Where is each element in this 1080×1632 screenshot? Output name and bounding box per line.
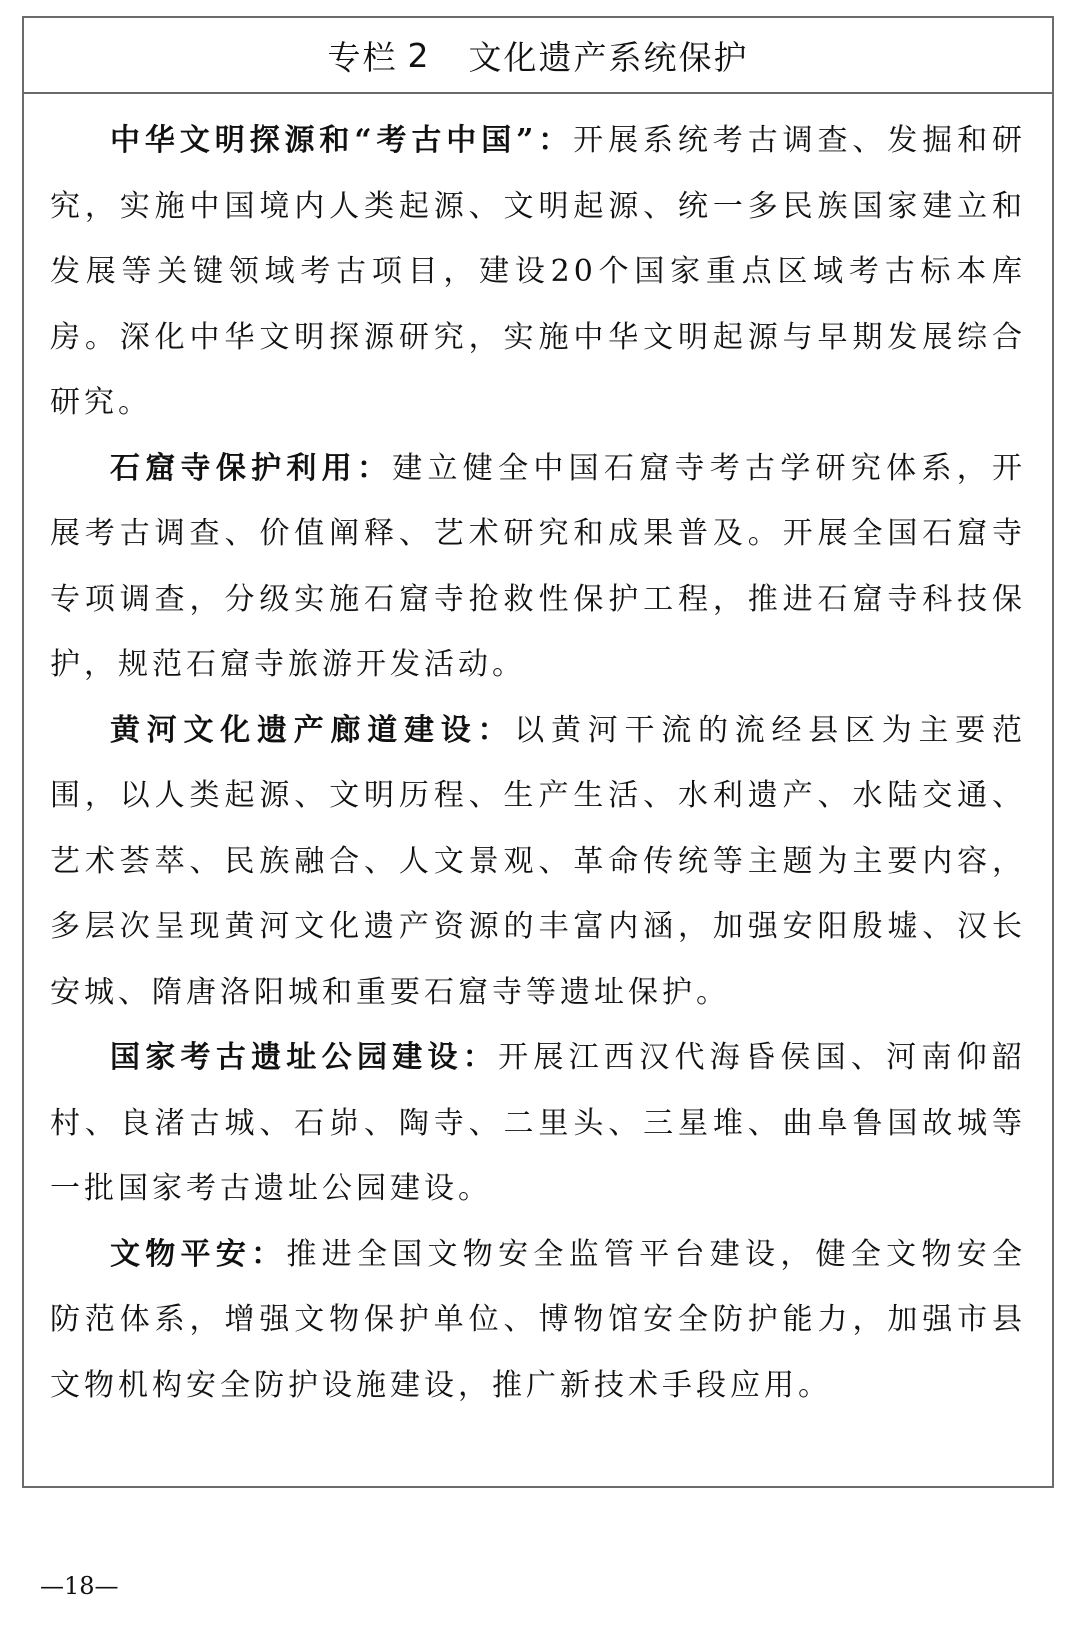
paragraph-relic-safety xyxy=(50,1222,1026,1419)
box-title-text: 文化遗产系统保护 xyxy=(468,37,749,77)
paragraph-heading: 文物平安： xyxy=(110,1236,287,1272)
page-number: —18— xyxy=(40,1572,119,1600)
box-title xyxy=(24,18,1052,94)
paragraph-body: 开展江西汉代海昏侯国、河南仰韶村、良渚古城、石峁、陶寺、二里头、三星堆、曲阜鲁国故城等一批国家考古遗址公园建设。 xyxy=(50,1040,1027,1206)
box-content xyxy=(24,94,1052,1418)
paragraph-yellow-river xyxy=(50,698,1026,1026)
box-title-number: 2 xyxy=(407,35,431,75)
paragraph-body: 推进全国文物安全监管平台建设，健全文物安全防范体系，增强文物保护单位、博物馆安全防护能力，加强市县文物机构安全防护设施建设，推广新技术手段应用。 xyxy=(50,1236,1027,1403)
paragraph-body: 建立健全中国石窟寺考古学研究体系，开展考古调查、价值阐释、艺术研究和成果普及。开展全国石窟寺专项调查，分级实施石窟寺抢救性保护工程，推进石窟寺科技保护，规范石窟寺旅游开发活动。 xyxy=(50,450,1027,682)
paragraph-grottoes xyxy=(50,436,1026,698)
paragraph-body: 以黄河干流的流经县区为主要范围，以人类起源、文明历程、生产生活、水利遗产、水陆交通、艺术荟萃、民族融合、人文景观、革命传统等主题为主要内容，多层次呈现黄河文化遗产资源的丰富内涵，加强安阳殷墟、汉长安城、隋唐洛阳城和重要石窟寺等遗址保护。 xyxy=(50,712,1026,1010)
paragraph-archaeological-parks xyxy=(50,1025,1026,1222)
paragraph-heading: 黄河文化遗产廊道建设： xyxy=(110,712,515,748)
paragraph-archaeology-china xyxy=(50,108,1026,436)
paragraph-heading: 中华文明探源和“考古中国”： xyxy=(110,123,574,158)
box-title-label: 专栏 xyxy=(327,37,398,77)
paragraph-heading: 国家考古遗址公园建设： xyxy=(110,1040,499,1075)
paragraph-body: 开展系统考古调查、发掘和研究，实施中国境内人类起源、文明起源、统一多民族国家建立和发展等关键领域考古项目，建设20个国家重点区域考古标本库房。深化中华文明探源研究，实施中华文明起源与早期发展综合研究。 xyxy=(50,123,1027,420)
paragraph-heading: 石窟寺保护利用： xyxy=(110,450,393,486)
feature-box xyxy=(22,16,1054,1488)
